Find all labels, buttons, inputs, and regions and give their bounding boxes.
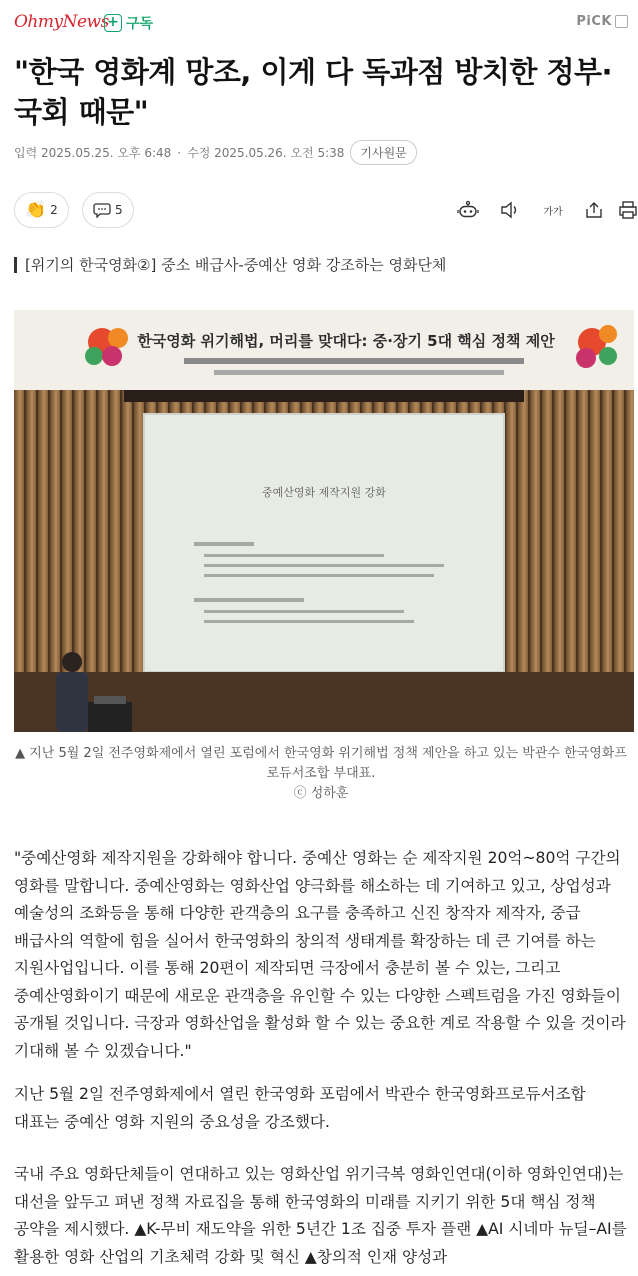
top-bar: [0, 0, 638, 46]
subheading-bar: [14, 257, 17, 273]
photo-caption: ▲ 지난 5월 2일 전주영화제에서 열린 포럼에서 한국영화 위기해법 정책 제안을 하고 있는 박관수 한국영화프로듀서조합 부대표.: [15, 746, 627, 781]
reactions-count: 2: [50, 203, 58, 217]
square-icon: [615, 15, 628, 28]
share-icon[interactable]: [582, 198, 606, 222]
comments-count: 5: [115, 203, 123, 217]
reactions-button[interactable]: [14, 192, 69, 228]
original-article-badge[interactable]: 기사원문: [350, 140, 416, 165]
forum-photo-illustration: [14, 310, 634, 732]
robot-icon[interactable]: [456, 198, 480, 222]
speaker-icon[interactable]: [498, 198, 522, 222]
paragraph-2: 지난 5월 2일 전주영화제에서 열린 한국영화 포럼에서 박관수 한국영화프로듀서조합 대표는 중예산 영화 지원의 중요성을 강조했다.: [14, 1085, 586, 1131]
subscribe-label: 구독: [126, 16, 154, 32]
meta-separator: ·: [177, 145, 182, 160]
slide-title: 중예산영화 제작지원 강화: [262, 486, 386, 499]
pick-label: PiCK: [576, 14, 612, 29]
article-subheading: [14, 254, 446, 275]
modified-date: 수정 2025.05.26. 오전 5:38: [187, 146, 345, 160]
font-size-label: 가가: [543, 206, 563, 218]
article-title: "한국 영화계 망조, 이게 다 독과점 방치한 정부·국회 때문": [14, 55, 613, 129]
font-size-icon[interactable]: [538, 198, 568, 222]
comments-button[interactable]: [82, 192, 134, 228]
photo-credit: ⓒ 성하훈: [293, 786, 349, 801]
pick-button[interactable]: [576, 14, 628, 29]
published-date: 입력 2025.05.25. 오후 6:48: [14, 146, 172, 160]
article-meta: [14, 140, 417, 165]
paragraph-1: "중예산영화 제작지원을 강화해야 합니다. 중예산 영화는 순 제작지원 20억~80억 구간의 영화를 말합니다. 중예산영화는 영화산업 양극화를 해소하는 데 기여하고 있고, 상업성과 예술성의 조화등을 통해 다양한 관객층의 요구를 충족하고 신진 창작자 제작자, 중급 배급사의 역할에 힘을 실어서 한국영화의 창의적 생태계를 확장하는 데 큰 기여를 하는 지원사업입니다. 이를 통해 20편이 제작되면 극장에서 충분히 볼 수 있는, 그리고 중예산영화이기 때문에 새로운 관객층을 유인할 수 있는 다양한 스펙트럼을 가진 영화들이 공개될 것입니다. 극장과 영화산업을 활성화 할 수 있는 중요한 계로 작용할 수 있을 것이라 기대해 볼 수 있겠습니다.": [14, 849, 626, 1060]
speech-bubble-icon: [93, 202, 111, 218]
subscribe-button[interactable]: [104, 12, 153, 34]
banner-title: 한국영화 위기해법, 머리를 맞대다: 중·장기 5대 핵심 정책 제안: [137, 332, 555, 350]
ohmynews-logo[interactable]: OhmyNews: [14, 12, 109, 32]
article-photo: [14, 310, 634, 732]
paragraph-3: 국내 주요 영화단체들이 연대하고 있는 영화산업 위기극복 영화인연대(이하 영화인연대)는 대선을 앞두고 펴낸 정책 자료집을 통해 한국영화의 미래를 지키기 위한 5대 핵심 정책 공약을 제시했다. ▲K-무비 재도약을 위한 5년간 1조 집중 투자 플랜 ▲AI 시네마 뉴딜–AI를 활용한 영화 산업의 기초체력 강화 및 혁신 ▲창의적 인재 양성과: [14, 1165, 627, 1266]
subheading-text: [위기의 한국영화②] 중소 배급사-중예산 영화 강조하는 영화단체: [25, 256, 447, 274]
plus-icon: +: [104, 14, 122, 32]
action-bar: [14, 192, 638, 228]
clap-emoji-icon: 👏: [25, 200, 47, 220]
photo-caption-block: [14, 744, 628, 804]
print-icon[interactable]: [618, 198, 638, 222]
